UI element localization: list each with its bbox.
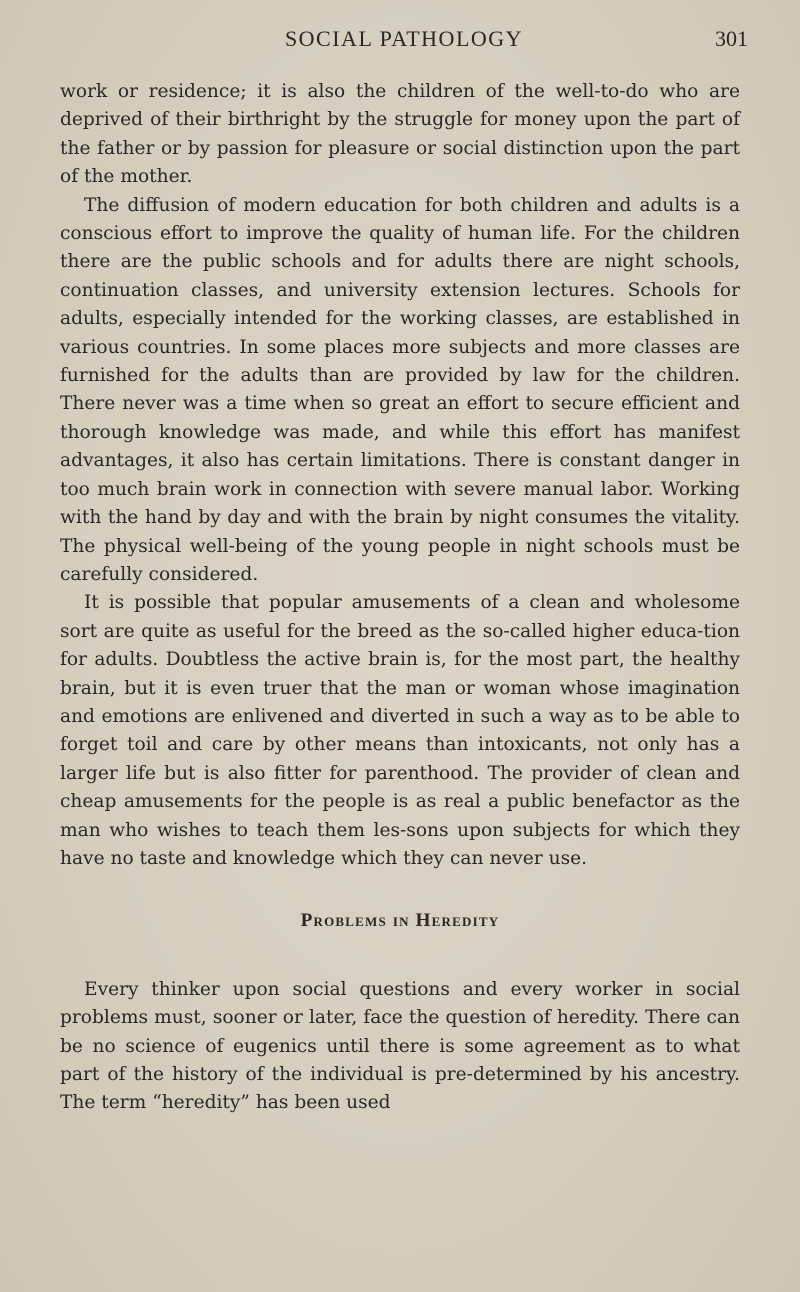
section-heading: Problems in Heredity [300, 910, 500, 932]
paragraph-continuation: work or residence; it is also the children of the well-to-do who are deprived of their birthright by the struggle for money upon the part of the father or by passion for pleasure or social distinction upon the part of the mother. [60, 81, 740, 188]
running-header [60, 26, 748, 56]
paragraph-heredity: Every thinker upon social questions and every worker in social problems must, sooner or later, face the question of heredity. There can be no science of eugenics until there is some agreement as to what part of the history of the individual is pre-determined by his ancestry. The term “heredity” has been used [60, 978, 740, 1114]
paragraph-education: The diffusion of modern education for both children and adults is a conscious effort to improve the quality of human life. For the children there are the public schools and for adults there are night schools, continuation classes, and university extension lectures. Schools for adults, especially intended for the working classes, are established in various countries. In some places more subjects and more classes are furnished for the adults than are provided by law for the children. There never was a time when so great an effort to secure efficient and thorough knowledge was made, and while this effort has manifest advantages, it also has certain limitations. There is constant danger in too much brain work in connection with severe manual labor. Working with the hand by day and with the brain by night consumes the vitality. The physical well-being of the young people in night schools must be carefully considered. [60, 194, 740, 585]
running-title: SOCIAL PATHOLOGY [284, 26, 524, 51]
paragraph-amusements: It is possible that popular amusements of a clean and wholesome sort are quite as useful for the breed as the so-called higher educa-tion for adults. Doubtless the active brain is, for the most part, the healthy brain, but it is even truer that the man or woman whose imagination and emotions are enlivened and diverted in such a way as to be able to forget toil and care by other means than intoxicants, not only has a larger life but is also fitter for parenthood. The provider of clean and cheap amusements for the people is as real a public benefactor as the man who wishes to teach them les-sons upon subjects for which they have no taste and knowledge which they can never use. [60, 592, 740, 869]
page-number: 301 [715, 26, 748, 51]
body-text [60, 78, 740, 1118]
